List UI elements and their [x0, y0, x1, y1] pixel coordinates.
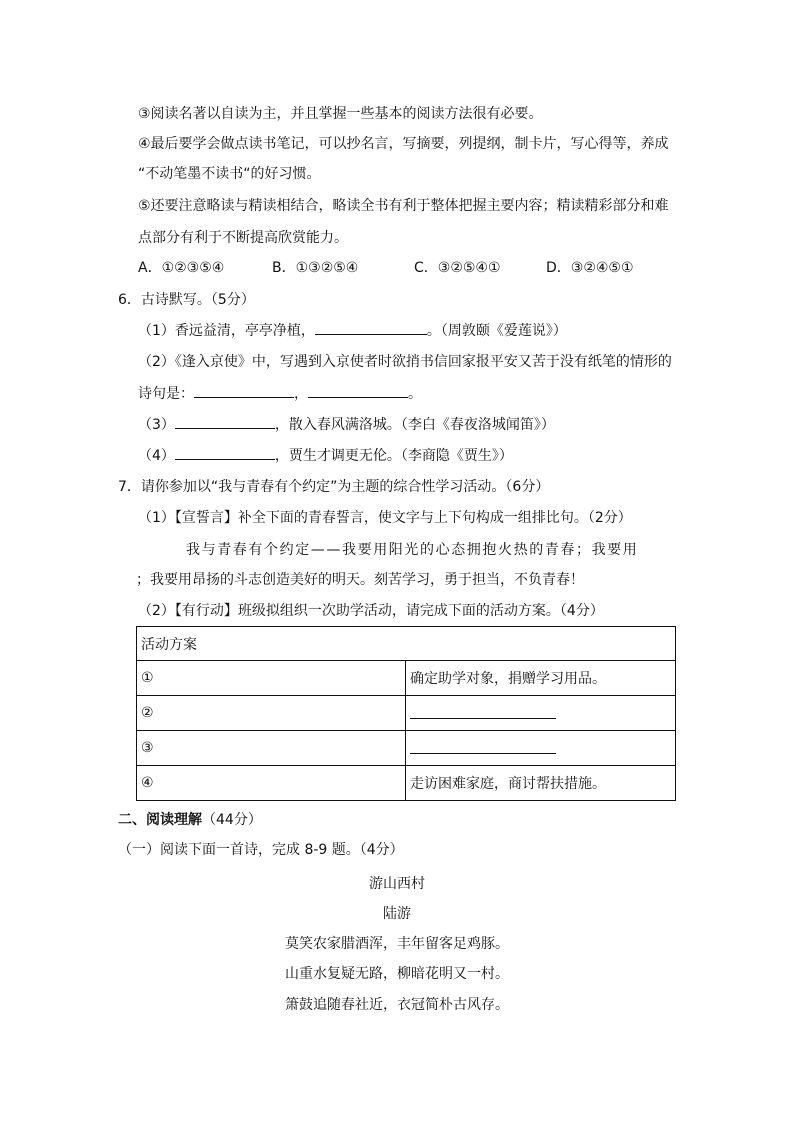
q6-part2-prefix: 诗句是：: [138, 386, 194, 402]
option-item-5-line1: ⑤还要注意略读与精读相结合，略读全书有利于整体把握主要内容；精读精彩部分和难: [138, 198, 669, 214]
q6-part2-line1: （2）《逢入京使》中，写遇到入京使者时欲捎书信回家报平安又苦于没有纸笔的情形的: [138, 354, 672, 370]
option-item-3: ③阅读名著以自读为主，并且掌握一些基本的阅读方法很有必要。: [138, 106, 543, 122]
choice-b: B．①③②⑤④: [272, 260, 359, 276]
answer-blank[interactable]: [410, 704, 556, 719]
section-2-heading: 二、阅读理解: [118, 812, 202, 828]
option-item-4-line2: “不动笔墨不读书“的好习惯。: [138, 166, 321, 182]
q6-part2-line2: [138, 383, 422, 404]
table-row: [137, 731, 676, 766]
choice-a: A．①②③⑤④: [138, 260, 225, 276]
table-header-cell: 活动方案: [137, 627, 676, 661]
q6-part4-suffix: ，贾生才调更无伦。（李商隐《贾生》）: [274, 448, 513, 464]
section-2-title: [118, 810, 262, 830]
q6-part1: [138, 320, 567, 341]
q6-part4: [138, 445, 513, 466]
row-content: 走访困难家庭，商讨帮扶措施。: [406, 766, 676, 801]
row-number: ④: [137, 766, 406, 801]
activity-plan-table: [136, 626, 676, 801]
q6-part2-blank1[interactable]: [194, 383, 294, 398]
section-2-score: （44分）: [202, 812, 262, 828]
poem-line: 莫笑农家腊酒浑，丰年留客足鸡豚。: [285, 936, 509, 952]
q6-title: 6．古诗默写。（5分）: [118, 292, 255, 308]
row-answer-cell[interactable]: [406, 696, 676, 731]
q6-part1-prefix: （1）香远益清，亭亭净植，: [138, 323, 315, 339]
row-number: ②: [137, 696, 406, 731]
q7-oath-line2: ；我要用昂扬的斗志创造美好的明天。刻苦学习，勇于担当，不负青春！: [136, 572, 584, 588]
poem-line: 山重水复疑无路，柳暗花明又一村。: [285, 966, 509, 982]
q7-title: 7．请你参加以“我与青春有个约定”为主题的综合性学习活动。（6分）: [118, 479, 550, 495]
option-item-4-line1: ④最后要学会做点读书笔记，可以抄名言，写摘要，列提纲，制卡片，写心得等，养成: [138, 136, 669, 152]
q6-part1-blank[interactable]: [315, 320, 427, 335]
answer-blank[interactable]: [410, 739, 556, 754]
q6-part3-blank[interactable]: [175, 414, 275, 429]
q6-part2-comma: ，: [294, 386, 308, 402]
row-number: ①: [137, 661, 406, 696]
q7-oath-line1: 我与青春有个约定——我要用阳光的心态拥抱火热的青春；我要用: [186, 542, 639, 558]
table-header-row: [137, 627, 676, 661]
table-row: [137, 696, 676, 731]
q6-part3-suffix: ，散入春风满洛城。（李白《春夜洛城闻笛》）: [274, 417, 555, 433]
q6-part4-blank[interactable]: [175, 445, 275, 460]
q6-part3: [138, 414, 555, 435]
poem-author: 陆游: [383, 906, 411, 922]
q7-part1: （1）【宣誓言】补全下面的青春誓言，使文字与上下句构成一组排比句。（2分）: [138, 510, 632, 526]
q6-part2-suffix: 。: [408, 386, 422, 402]
row-content: 确定助学对象，捐赠学习用品。: [406, 661, 676, 696]
q6-part4-prefix: （4）: [138, 448, 175, 464]
q6-part3-prefix: （3）: [138, 417, 175, 433]
table-row: [137, 661, 676, 696]
option-item-5-line2: 点部分有利于不断提高欣赏能力。: [138, 230, 348, 246]
poem-title: 游山西村: [369, 876, 425, 892]
q6-part1-suffix: 。（周敦颐《爱莲说》）: [426, 323, 567, 339]
section-2-subtitle: （一）阅读下面一首诗，完成 8-9 题。（4分）: [118, 842, 404, 858]
table-row: [137, 766, 676, 801]
q6-part2-blank2[interactable]: [308, 383, 408, 398]
choice-d: D．③②④⑤①: [546, 260, 634, 276]
choice-c: C．③②⑤④①: [414, 260, 501, 276]
row-answer-cell[interactable]: [406, 731, 676, 766]
q7-part2: （2）【有行动】班级拟组织一次助学活动，请完成下面的活动方案。（4分）: [138, 603, 604, 619]
poem-line: 箫鼓追随春社近，衣冠简朴古风存。: [285, 997, 509, 1013]
row-number: ③: [137, 731, 406, 766]
